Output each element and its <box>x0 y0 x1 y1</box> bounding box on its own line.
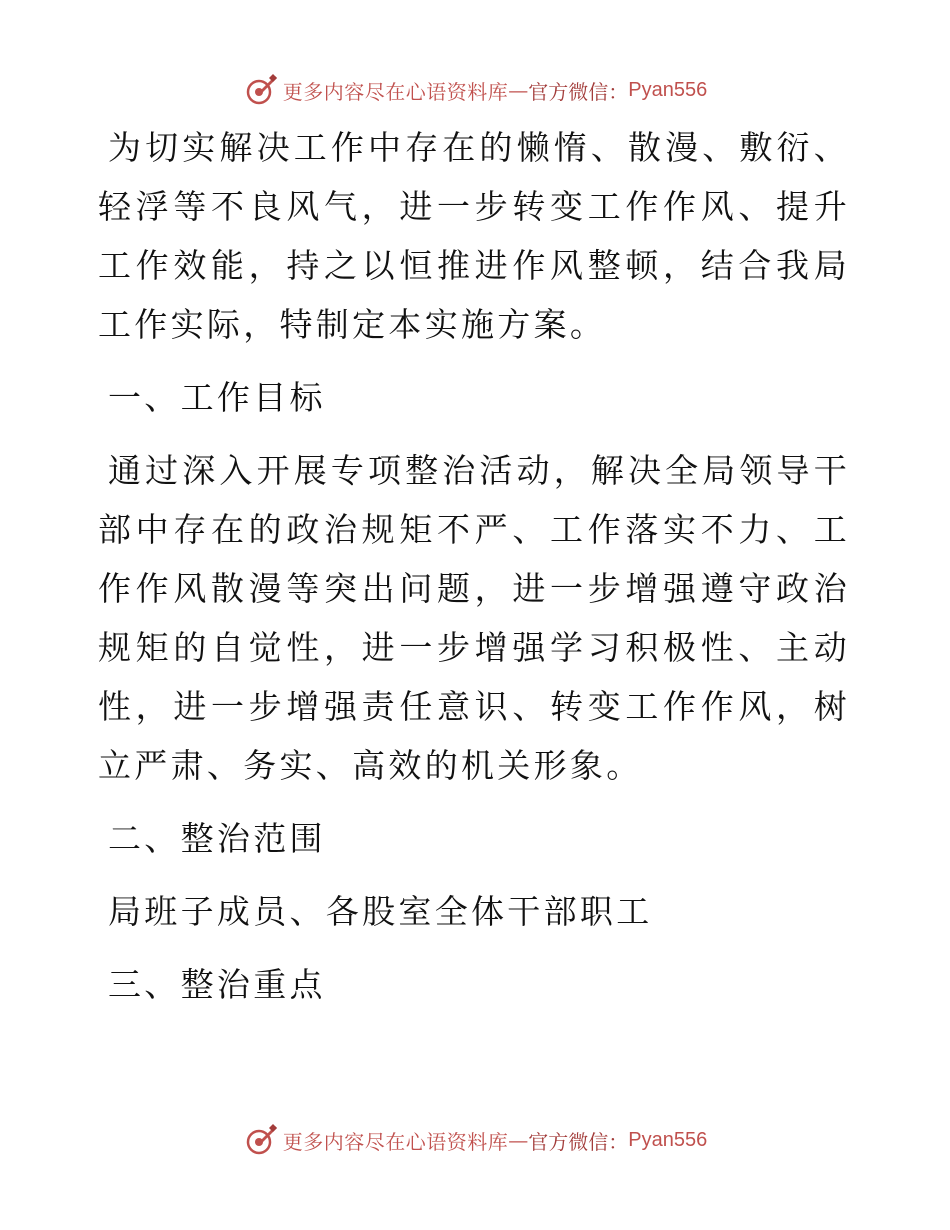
watermark-dash: — <box>508 78 529 102</box>
watermark-id: Pyan556 <box>628 1128 708 1151</box>
watermark-dash: — <box>508 1128 529 1152</box>
section-heading-3: 三、整治重点 <box>108 965 326 1004</box>
section-heading-2: 二、整治范围 <box>108 819 326 858</box>
watermark-sub-text: 官方微信： <box>528 1129 629 1154</box>
watermark-main-text: 更多内容尽在心语资料库 <box>282 79 509 104</box>
section-heading-1: 一、工作目标 <box>108 378 326 417</box>
document-body <box>98 118 850 1014</box>
intro-paragraph: 为切实解决工作中存在的懒惰、散漫、敷衍、轻浮等不良风气，进一步转变工作作风、提升工作效能，持之以恒推进作风整顿，结合我局工作实际，特制定本实施方案。 <box>98 128 850 344</box>
section-body-1: 通过深入开展专项整治活动，解决全局领导干部中存在的政治规矩不严、工作落实不力、工作作风散漫等突出问题，进一步增强遵守政治规矩的自觉性，进一步增强学习积极性、主动性，进一步增强责任意识、转变工作作风，树立严肃、务实、高效的机关形象。 <box>98 451 850 785</box>
section-body-2: 局班子成员、各股室全体干部职工 <box>108 892 653 931</box>
header-watermark <box>0 70 950 110</box>
quill-logo-icon <box>243 72 279 108</box>
quill-logo-icon <box>243 1122 279 1158</box>
watermark-sub-text: 官方微信： <box>528 79 629 104</box>
watermark-main-text: 更多内容尽在心语资料库 <box>282 1129 509 1154</box>
watermark-id: Pyan556 <box>628 78 708 101</box>
footer-watermark <box>0 1120 950 1160</box>
